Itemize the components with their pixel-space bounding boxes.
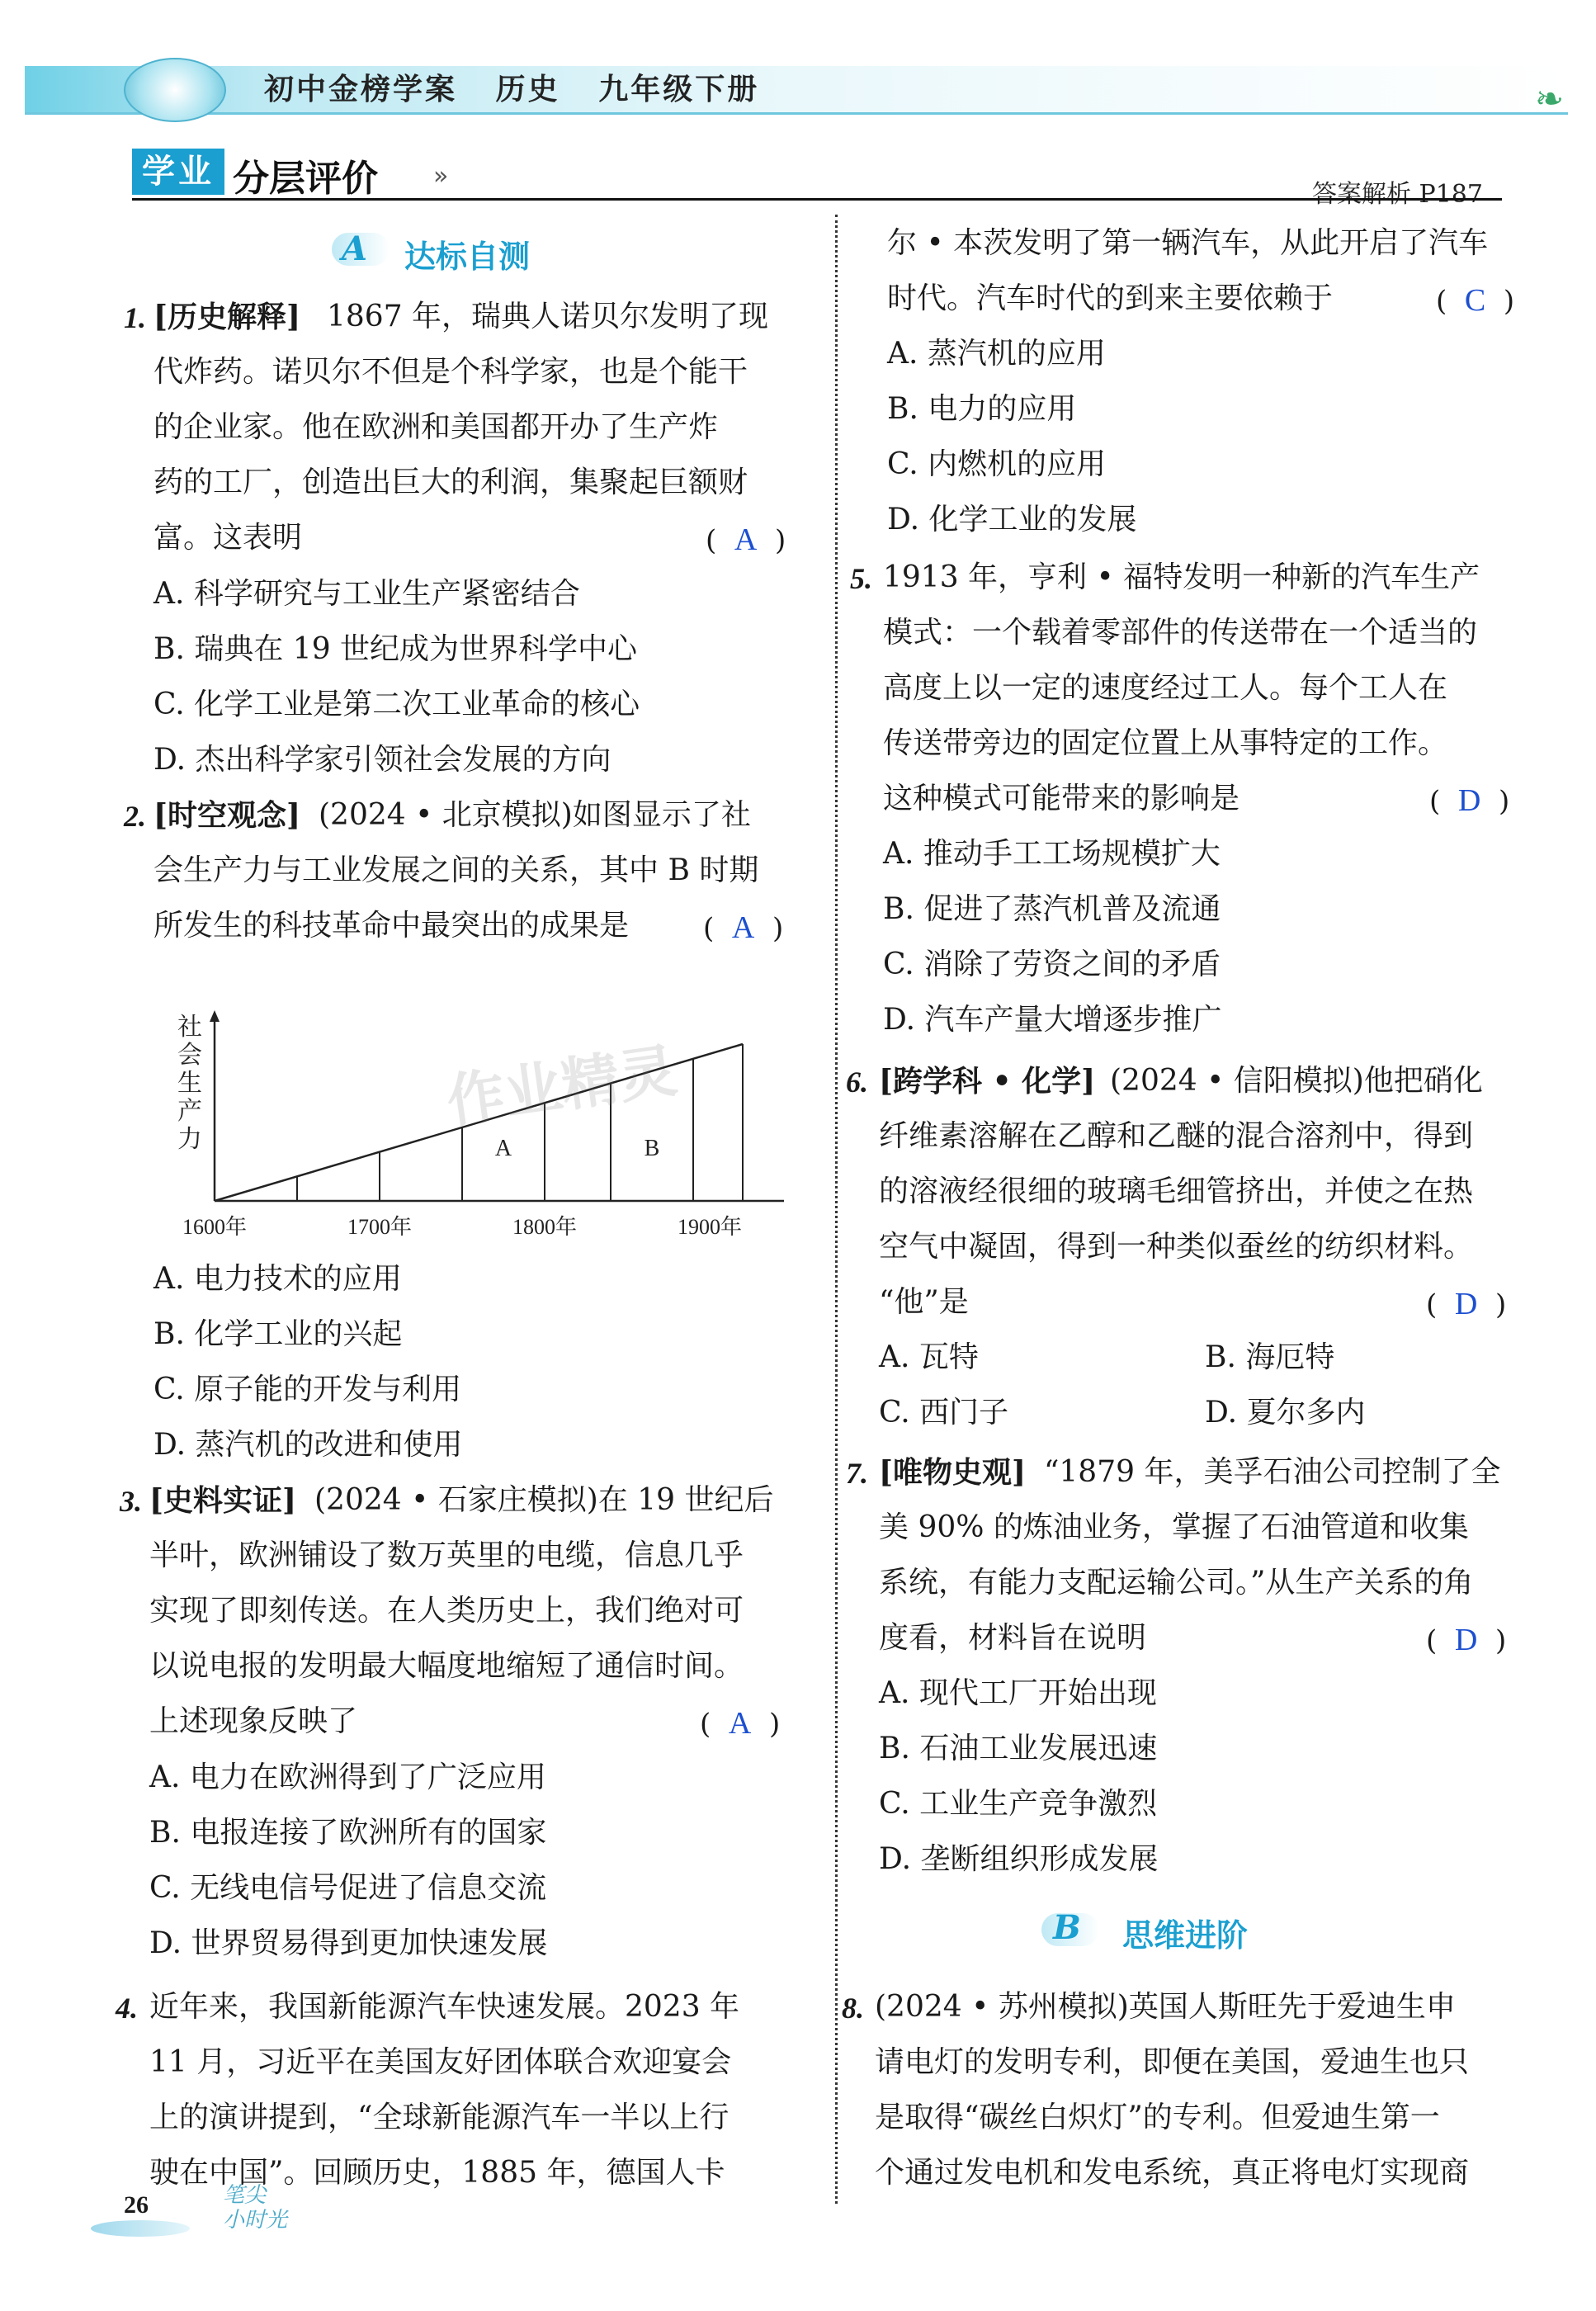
question-number: 8. bbox=[842, 1992, 864, 2025]
option: D. 垄断组织形成发展 bbox=[879, 1842, 1159, 1876]
question-text: 驶在中国”。回顾历史，1885 年，德国人卡 bbox=[149, 2156, 725, 2190]
section-title: 分层评价 bbox=[233, 158, 378, 200]
question-text: 半叶，欧洲铺设了数万英里的电缆，信息几乎 bbox=[149, 1538, 744, 1572]
option: A. 科学研究与工业生产紧密结合 bbox=[153, 577, 580, 611]
question-text: 近年来，我国新能源汽车快速发展。2023 年 bbox=[149, 1990, 740, 2024]
subheading-letter-b: B bbox=[1053, 1908, 1081, 1947]
question-text: 实现了即刻传送。在人类历史上，我们绝对可 bbox=[149, 1594, 744, 1628]
answer-mark: A bbox=[728, 1706, 752, 1741]
question-text: 系统，有能力支配运输公司。”从生产关系的角 bbox=[879, 1566, 1474, 1600]
option: C. 化学工业是第二次工业革命的核心 bbox=[153, 688, 640, 721]
x-tick-label: 1700年 bbox=[347, 1215, 413, 1239]
question-text: 传送带旁边的固定位置上从事特定的工作。 bbox=[883, 726, 1448, 760]
footer-slogan bbox=[223, 2183, 287, 2233]
option: A. 电力技术的应用 bbox=[153, 1262, 402, 1296]
answer-mark: A bbox=[731, 910, 755, 945]
option: B. 电报连接了欧洲所有的国家 bbox=[149, 1816, 547, 1850]
question-text: 1913 年，亨利 • 福特发明一种新的汽车生产 bbox=[883, 560, 1480, 594]
y-axis-label-char: 产 bbox=[177, 1097, 202, 1126]
question-text: 时代。汽车时代的到来主要依赖于 bbox=[887, 281, 1334, 315]
answer-bracket: ( D ) bbox=[1429, 783, 1510, 818]
question-text: 高度上以一定的速度经过工人。每个工人在 bbox=[883, 671, 1448, 705]
option: D. 蒸汽机的改进和使用 bbox=[153, 1428, 463, 1462]
question-text: 美 90% 的炼油业务，掌握了石油管道和收集 bbox=[879, 1510, 1469, 1544]
question-text: 上述现象反映了 bbox=[149, 1704, 358, 1738]
answer-mark: D bbox=[1454, 1623, 1478, 1657]
question-number: 6. bbox=[846, 1066, 868, 1099]
double-chevron-icon: » bbox=[433, 162, 449, 191]
question-text: “1879 年，美孚石油公司控制了全 bbox=[1044, 1455, 1501, 1489]
option: D. 世界贸易得到更加快速发展 bbox=[149, 1926, 548, 1960]
y-axis-label-char: 力 bbox=[177, 1125, 202, 1154]
x-tick-label: 1900年 bbox=[677, 1215, 743, 1239]
question-text: 1867 年，瑞典人诺贝尔发明了现 bbox=[327, 300, 769, 333]
question-text: (2024 • 苏州模拟)英国人斯旺先于爱迪生申 bbox=[875, 1990, 1456, 2024]
answer-mark: D bbox=[1454, 1287, 1478, 1321]
option: B. 海厄特 bbox=[1205, 1340, 1335, 1374]
question-text: 的企业家。他在欧洲和美国都开办了生产炸 bbox=[153, 410, 719, 444]
question-text: 请电灯的发明专利，即便在美国，爱迪生也只 bbox=[875, 2045, 1470, 2079]
column-divider bbox=[835, 215, 838, 2204]
question-number: 2. bbox=[124, 800, 146, 833]
answer-reference: 答案解析 P187 bbox=[1312, 180, 1483, 209]
option: A. 现代工厂开始出现 bbox=[879, 1676, 1157, 1710]
option: C. 内燃机的应用 bbox=[887, 447, 1107, 481]
option: C. 消除了劳资之间的矛盾 bbox=[883, 948, 1221, 981]
answer-mark: C bbox=[1464, 283, 1486, 318]
question-number: 4. bbox=[116, 1992, 138, 2025]
option: D. 汽车产量大增逐步推广 bbox=[883, 1003, 1222, 1037]
question-text: 度看，材料旨在说明 bbox=[879, 1621, 1147, 1655]
option: B. 促进了蒸汽机普及流通 bbox=[883, 892, 1221, 926]
header-band bbox=[25, 66, 1568, 115]
x-tick-label: 1600年 bbox=[182, 1215, 248, 1239]
question-text: 以说电报的发明最大幅度地缩短了通信时间。 bbox=[149, 1649, 744, 1683]
question-tag: [唯物史观] bbox=[879, 1455, 1027, 1490]
option: B. 瑞典在 19 世纪成为世界科学中心 bbox=[153, 632, 638, 666]
period-label-a: A bbox=[494, 1136, 512, 1161]
question-text: 空气中凝固，得到一种类似蚕丝的纺织材料。 bbox=[879, 1230, 1474, 1264]
question-text: 模式：一个载着零部件的传送带在一个适当的 bbox=[883, 616, 1478, 650]
answer-bracket: ( D ) bbox=[1426, 1623, 1507, 1657]
question-text: 代炸药。诺贝尔不但是个科学家，也是个能干 bbox=[153, 355, 748, 389]
y-axis-label-char: 会 bbox=[177, 1041, 202, 1070]
period-label-b: B bbox=[644, 1136, 660, 1161]
option: B. 石油工业发展迅速 bbox=[879, 1732, 1158, 1765]
question-text: 所发生的科技革命中最突出的成果是 bbox=[153, 909, 630, 943]
question-number: 5. bbox=[850, 562, 872, 595]
answer-mark: D bbox=[1457, 783, 1481, 818]
question-text: 药的工厂，创造出巨大的利润，集聚起巨额财 bbox=[153, 466, 748, 499]
option: B. 电力的应用 bbox=[887, 392, 1077, 426]
question-tag: [跨学科 • 化学] bbox=[879, 1064, 1096, 1099]
answer-bracket: ( D ) bbox=[1426, 1287, 1507, 1321]
question-text: 11 月，习近平在美国友好团体联合欢迎宴会 bbox=[149, 2045, 732, 2079]
answer-bracket: ( C ) bbox=[1436, 283, 1515, 318]
footer-slogan-line: 笔尖 bbox=[223, 2183, 267, 2208]
question-number: 7. bbox=[846, 1457, 868, 1490]
question-text: (2024 • 石家庄模拟)在 19 世纪后 bbox=[314, 1483, 774, 1517]
question-tag: [时空观念] bbox=[153, 798, 301, 833]
y-axis-label-char: 生 bbox=[177, 1069, 202, 1098]
question-text: (2024 • 北京模拟)如图显示了社 bbox=[319, 798, 751, 832]
option: C. 原子能的开发与利用 bbox=[153, 1373, 462, 1406]
section-rule bbox=[132, 198, 1502, 201]
question-tag: [历史解释] bbox=[153, 300, 301, 334]
subheading-b-title: 思维进阶 bbox=[1122, 1917, 1249, 1954]
option: C. 无线电信号促进了信息交流 bbox=[149, 1871, 547, 1905]
question-number: 1. bbox=[124, 301, 146, 334]
option: A. 推动手工工场规模扩大 bbox=[883, 837, 1221, 871]
question-text: “他”是 bbox=[879, 1285, 969, 1319]
watermark: 作业精灵 bbox=[442, 1036, 682, 1137]
option: D. 夏尔多内 bbox=[1205, 1396, 1366, 1430]
option: C. 工业生产竞争激烈 bbox=[879, 1787, 1158, 1821]
option: A. 瓦特 bbox=[879, 1340, 979, 1374]
question-text: 上的演讲提到，“全球新能源汽车一半以上行 bbox=[149, 2101, 730, 2134]
question-text: 富。这表明 bbox=[153, 521, 303, 555]
question-tag: [史料实证] bbox=[149, 1483, 297, 1518]
question-text: 这种模式可能带来的影响是 bbox=[883, 782, 1240, 815]
option: C. 西门子 bbox=[879, 1396, 1009, 1430]
question-text: 尔 • 本茨发明了第一辆汽车，从此开启了汽车 bbox=[887, 226, 1489, 260]
option: A. 电力在欧洲得到了广泛应用 bbox=[149, 1760, 546, 1794]
x-tick-label: 1800年 bbox=[512, 1215, 578, 1239]
feather-icon bbox=[91, 2220, 190, 2237]
question-text: 纤维素溶解在乙醇和乙醚的混合溶剂中，得到 bbox=[879, 1119, 1474, 1153]
question-text: (2024 • 信阳模拟)他把硝化 bbox=[1110, 1064, 1483, 1098]
question-text: 个通过发电机和发电系统，真正将电灯实现商 bbox=[875, 2156, 1470, 2190]
option: D. 杰出科学家引领社会发展的方向 bbox=[153, 743, 611, 777]
answer-mark: A bbox=[734, 522, 758, 557]
book-logo-icon bbox=[124, 58, 226, 122]
option: D. 化学工业的发展 bbox=[887, 503, 1137, 536]
page-number: 26 bbox=[124, 2191, 149, 2219]
answer-bracket: ( A ) bbox=[703, 910, 784, 945]
question-text: 的溶液经很细的玻璃毛细管挤出，并使之在热 bbox=[879, 1174, 1474, 1208]
question-number: 3. bbox=[120, 1485, 142, 1518]
leaf-icon: ❧ bbox=[1535, 78, 1565, 119]
section-badge: 学业 bbox=[132, 149, 224, 195]
subheading-a-title: 达标自测 bbox=[404, 239, 531, 275]
answer-bracket: ( A ) bbox=[706, 522, 786, 557]
footer-slogan-line: 小时光 bbox=[223, 2208, 288, 2233]
subheading-letter-a: A bbox=[342, 229, 368, 268]
answer-bracket: ( A ) bbox=[700, 1706, 781, 1741]
option: A. 蒸汽机的应用 bbox=[887, 337, 1106, 371]
question-text: 是取得“碳丝白炽灯”的专利。但爱迪生第一 bbox=[875, 2101, 1440, 2134]
option: B. 化学工业的兴起 bbox=[153, 1317, 403, 1351]
y-axis-arrow bbox=[210, 1010, 220, 1022]
y-axis-label-char: 社 bbox=[177, 1013, 202, 1042]
book-title: 初中金榜学案 历史 九年级下册 bbox=[264, 73, 760, 106]
question-text: 会生产力与工业发展之间的关系，其中 B 时期 bbox=[153, 853, 759, 887]
